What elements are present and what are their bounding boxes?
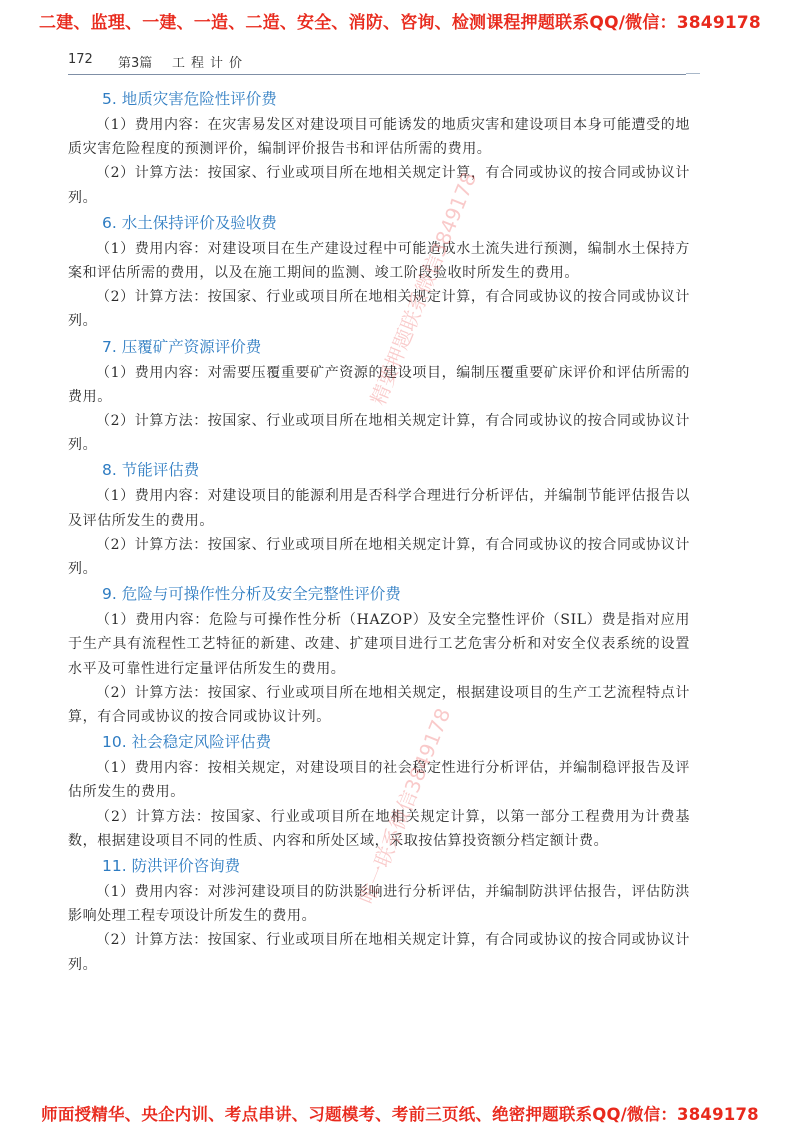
- page-number: 172: [68, 52, 93, 67]
- fee-content-paragraph: （1）费用内容：按相关规定，对建设项目的社会稳定性进行分析评估，并编制稳评报告及评估所发生的费用。: [68, 760, 690, 801]
- calculation-method-paragraph: （2）计算方法：按国家、行业或项目所在地相关规定计算，有合同或协议的按合同或协议计列。: [68, 289, 690, 330]
- fee-content-paragraph: （1）费用内容：在灾害易发区对建设项目可能诱发的地质灾害和建设项目本身可能遭受的地质灾害危险程度的预测评价，编制评价报告书和评估所需的费用。: [68, 117, 690, 158]
- section-heading: 5. 地质灾害危险性评价费: [102, 90, 277, 108]
- calculation-method-paragraph: （2）计算方法：按国家、行业或项目所在地相关规定，根据建设项目的生产工艺流程特点计算，有合同或协议的按合同或协议计列。: [68, 684, 690, 726]
- section-7: [68, 334, 690, 458]
- calculation-method-paragraph: （2）计算方法：按国家、行业或项目所在地相关规定计算，有合同或协议的按合同或协议计列。: [68, 932, 690, 973]
- section-heading: 8. 节能评估费: [102, 461, 200, 480]
- fee-content-paragraph: （1）费用内容：危险与可操作性分析（HAZOP）及安全完整性评价（SIL）费是指对应用于生产具有流程性工艺特征的新建、改建、扩建项目进行工艺危害分析和对安全仪表系统的设置水平及可靠性进行定量评估所发生的费用。: [68, 612, 690, 677]
- watermark: 精要押题联系微信3849178: [365, 168, 482, 409]
- section-heading: 6. 水土保持评价及验收费: [102, 213, 277, 232]
- fee-content-paragraph: （1）费用内容：对需要压覆重要矿产资源的建设项目，编制压覆重要矿床评价和评估所需的费用。: [68, 364, 690, 405]
- fee-content-paragraph: （1）费用内容：对建设项目的能源利用是否科学合理进行分析评估，并编制节能评估报告以及评估所发生的费用。: [68, 488, 690, 529]
- page-body: [68, 86, 690, 977]
- calculation-method-paragraph: （2）计算方法：按国家、行业或项目所在地相关规定计算，有合同或协议的按合同或协议计列。: [68, 413, 690, 454]
- calculation-method-paragraph: （2）计算方法：按国家、行业或项目所在地相关规定计算，有合同或协议的按合同或协议计列。: [68, 536, 690, 578]
- section-9: [68, 581, 690, 729]
- section-8: [68, 457, 690, 581]
- calculation-method-paragraph: （2）计算方法：按国家、行业或项目所在地相关规定计算，以第一部分工程费用为计费基数，根据建设项目不同的性质、内容和所处区域，采取按估算投资额分档定额计费。: [68, 808, 690, 849]
- bottom-contact-banner: 师面授精华、央企内训、考点串讲、习题模考、考前三页纸、绝密押题联系QQ/微信：3849178: [41, 1105, 759, 1124]
- section-heading: 9. 危险与可操作性分析及安全完整性评价费: [102, 585, 401, 604]
- fee-content-paragraph: （1）费用内容：对建设项目在生产建设过程中可能造成水土流失进行预测，编制水土保持方案和评估所需的费用，以及在施工期间的监测、竣工阶段验收时所发生的费用。: [68, 240, 690, 282]
- calculation-method-paragraph: （2）计算方法：按国家、行业或项目所在地相关规定计算，有合同或协议的按合同或协议计列。: [68, 165, 690, 206]
- running-head: [68, 50, 686, 75]
- section-5: [68, 86, 690, 210]
- section-6: [68, 210, 690, 334]
- header-rule-tail: [686, 73, 700, 74]
- section-label: 工程计价: [172, 56, 249, 71]
- section-heading: 7. 压覆矿产资源评价费: [102, 337, 262, 356]
- section-10: [68, 729, 690, 853]
- top-contact-banner: 二建、监理、一建、一造、二造、安全、消防、咨询、检测课程押题联系QQ/微信：3849178: [39, 13, 761, 33]
- fee-content-paragraph: （1）费用内容：对涉河建设项目的防洪影响进行分析评估，并编制防洪评估报告，评估防洪影响处理工程专项设计所发生的费用。: [68, 884, 690, 925]
- section-11: [68, 853, 690, 977]
- part-label: 第3篇: [118, 56, 153, 71]
- watermark: 唯一联系微信3849178: [354, 704, 456, 908]
- section-heading: 10. 社会稳定风险评估费: [102, 733, 272, 752]
- section-heading: 11. 防洪评价咨询费: [102, 857, 241, 876]
